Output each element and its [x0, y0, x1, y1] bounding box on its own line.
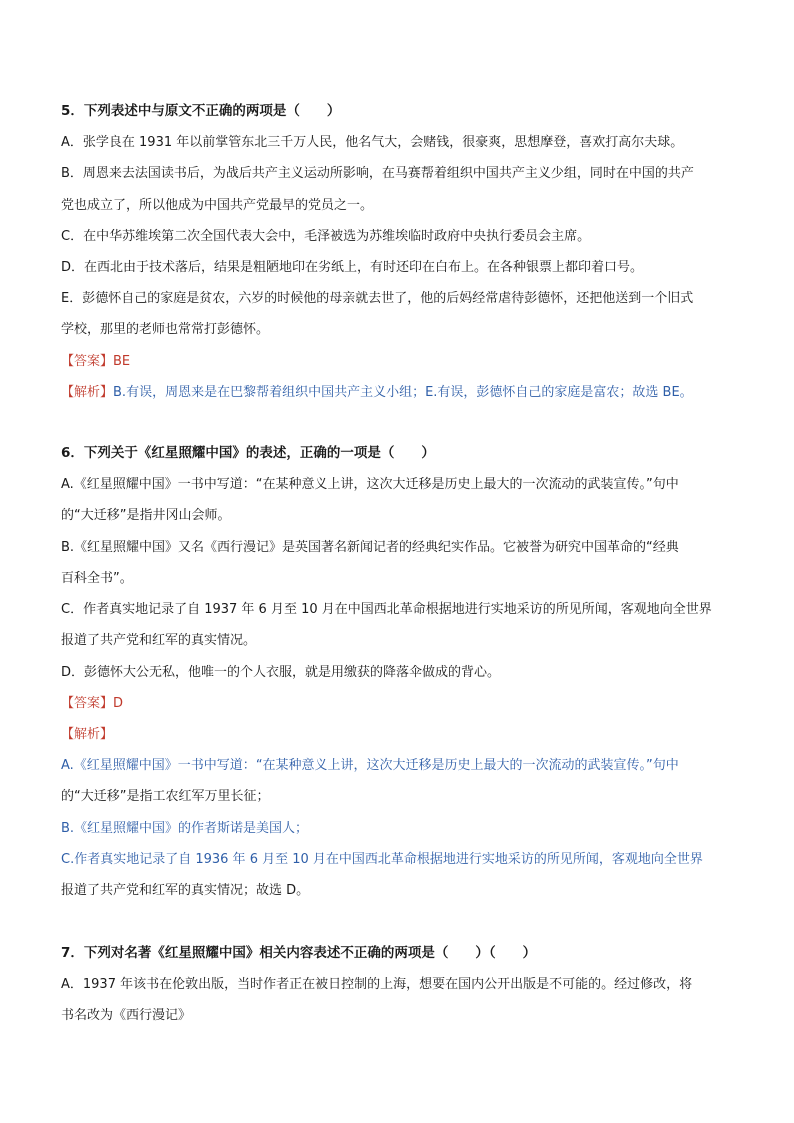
q6-option-b-line1: B.《红星照耀中国》又名《西行漫记》是英国著名新闻记者的经典纪实作品。它被誉为研究中国革命的“经典 — [61, 540, 679, 555]
q7-option-a-line2: 书名改为《西行漫记》 — [61, 1008, 192, 1023]
answer-value: BE — [113, 354, 131, 369]
answer-label: 【答案】 — [61, 354, 114, 369]
q6-option-d: D．彭德怀大公无私，他唯一的个人衣服，就是用缴获的降落伞做成的背心。 — [61, 665, 501, 680]
q5-option-e-line2: 学校，那里的老师也常常打彭德怀。 — [61, 322, 270, 337]
q5-answer — [61, 353, 130, 371]
q5-option-b-line2: 党也成立了，所以他成为中国共产党最早的党员之一。 — [61, 198, 374, 213]
q7-option-a-line1: A．1937 年该书在伦敦出版，当时作者正在被日控制的上海，想要在国内公开出版是不可能的。经过修改，将 — [61, 977, 693, 992]
q7-title: 7．下列对名著《红星照耀中国》相关内容表述不正确的两项是（ ）（ ） — [61, 945, 537, 961]
q6-analysis-a-line2: 的“大迁移”是指工农红军万里长征； — [61, 789, 270, 804]
q6-option-c-line2: 报道了共产党和红军的真实情况。 — [61, 633, 257, 648]
q5-option-d: D．在西北由于技术落后，结果是粗陋地印在劣纸上，有时还印在白布上。在各种银票上都印着口号。 — [61, 260, 644, 275]
q5-title: 5．下列表述中与原文不正确的两项是（ ） — [61, 103, 341, 119]
answer-label: 【答案】 — [61, 696, 114, 711]
q5-option-b-line1: B．周恩来去法国读书后，为战后共产主义运动所影响，在马赛帮着组织中国共产主义少组，同时在中国的共产 — [61, 166, 694, 181]
analysis-a-quote: “在某种意义上讲，这次大迁移是历史上最大的一次流动的武装宣传。”句中 — [255, 758, 679, 773]
q6-analysis-c-line2: 报道了共产党和红军的真实情况；故选 D。 — [61, 883, 310, 898]
q5-analysis — [61, 384, 693, 402]
answer-value: D — [113, 696, 124, 711]
q6-option-b-line2: 百科全书”。 — [61, 571, 133, 586]
q6-option-c-line1: C．作者真实地记录了自 1937 年 6 月至 10 月在中国西北革命根据地进行实地采访的所见所闻，客观地向全世界 — [61, 602, 712, 617]
q6-analysis-c-line1: C.作者真实地记录了自 1936 年 6 月至 10 月在中国西北革命根据地进行实地采访的所见所闻，客观地向全世界 — [61, 852, 703, 867]
q5-option-a: A．张学良在 1931 年以前掌管东北三千万人民，他名气大，会赌钱，很豪爽，思想摩登，喜欢打高尔夫球。 — [61, 135, 684, 150]
analysis-label: 【解析】 — [61, 385, 114, 400]
q6-answer — [61, 695, 123, 713]
analysis-label: 【解析】 — [61, 727, 114, 742]
q6-analysis-b: B.《红星照耀中国》的作者斯诺是美国人； — [61, 821, 309, 836]
q6-option-a-line2: 的“大迁移”是指井冈山会师。 — [61, 508, 231, 523]
q6-analysis-a-line1 — [61, 757, 679, 775]
q6-option-a-line1: A.《红星照耀中国》一书中写道：“在某种意义上讲，这次大迁移是历史上最大的一次流动的武装宣传。”句中 — [61, 477, 679, 492]
q5-option-c: C．在中华苏维埃第二次全国代表大会中，毛泽被选为苏维埃临时政府中央执行委员会主席。 — [61, 229, 591, 244]
q5-option-e-line1: E．彭德怀自己的家庭是贫农，六岁的时候他的母亲就去世了，他的后妈经常虐待彭德怀，还把他送到一个旧式 — [61, 291, 694, 306]
analysis-a-prefix: A.《红星照耀中国》一书中写道： — [61, 758, 256, 773]
q6-analysis-label — [61, 726, 113, 744]
analysis-text: B.有误，周恩来是在巴黎帮着组织中国共产主义小组；E.有误，彭德怀自己的家庭是富农；故选 BE。 — [113, 385, 693, 400]
q6-title: 6．下列关于《红星照耀中国》的表述，正确的一项是（ ） — [61, 445, 435, 461]
